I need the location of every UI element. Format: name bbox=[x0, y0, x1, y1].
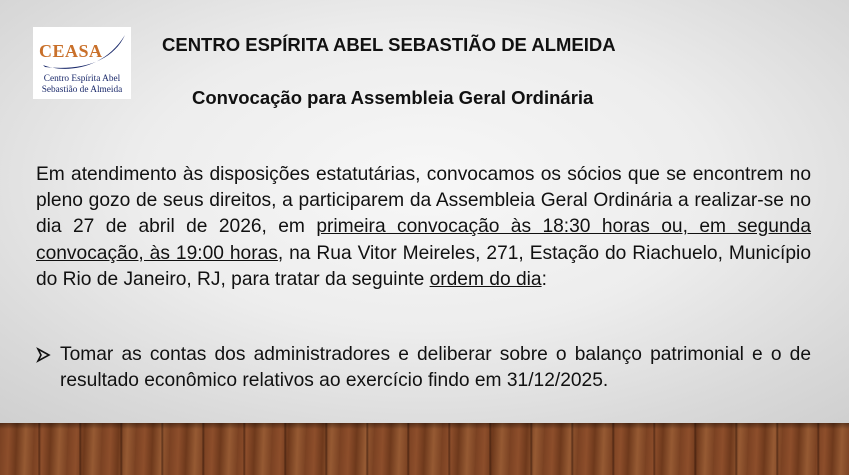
agenda-list bbox=[36, 342, 811, 394]
convocation-times: primeira convocação às 18:30 horas ou, em segunda convocação, às 19:00 horas bbox=[36, 216, 811, 264]
wooden-floor bbox=[0, 423, 849, 475]
agenda-item: Tomar as contas dos administradores e deliberar sobre o balanço patrimonial e o de resultado econômico relativos ao exercício findo em 31/12/2025. bbox=[60, 344, 811, 392]
logo-line-1: Centro Espírita Abel bbox=[43, 74, 121, 84]
agenda-label: ordem do dia bbox=[429, 268, 542, 290]
paragraph-text-1: Em atendimento às disposições estatutárias, convocamos os sócios que se encontrem no pleno gozo de seus direitos, a participarem da Assembleia Geral Ordinária a realizar-se no dia 27 de abril de 2026, em bbox=[36, 164, 811, 238]
paragraph-text-2: , na Rua Vitor Meireles, 271, Estação do Riachuelo, Município do Rio de Janeiro, RJ, para tratar da seguinte bbox=[36, 242, 811, 290]
paragraph-text-3: : bbox=[541, 268, 547, 290]
organization-title: CENTRO ESPÍRITA ABEL SEBASTIÃO DE ALMEIDA bbox=[162, 34, 616, 55]
logo-line-2: Sebastião de Almeida bbox=[41, 85, 123, 95]
document-subtitle: Convocação para Assembleia Geral Ordinária bbox=[192, 87, 594, 108]
ceasa-logo bbox=[33, 27, 131, 99]
logo-wordmark: CEASA bbox=[39, 41, 103, 61]
convocation-paragraph bbox=[36, 162, 811, 293]
arrow-bullet-icon bbox=[36, 342, 56, 371]
